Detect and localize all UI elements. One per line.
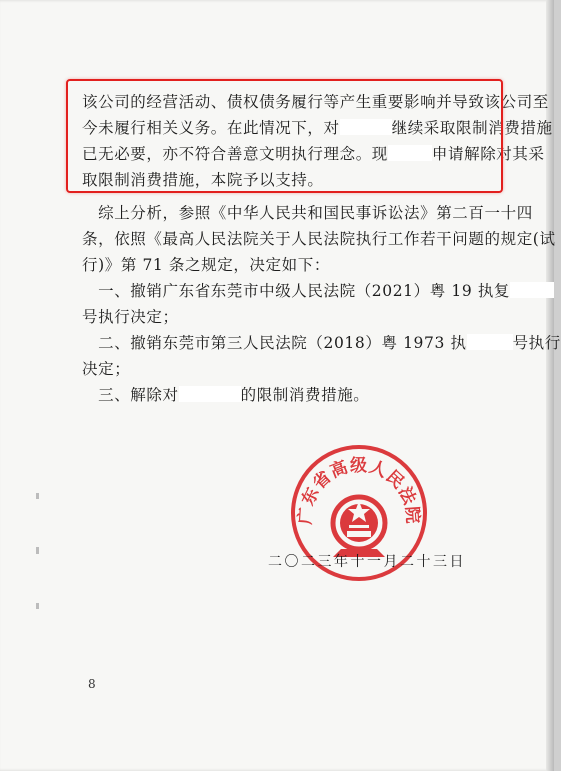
page-edge-shadow <box>546 0 554 771</box>
body-line-9: 号执行决定； <box>82 308 179 326</box>
seal-text: 广东省高级人民法院 <box>295 456 423 526</box>
scan-mark <box>36 547 39 554</box>
body-line-4: 取限制消费措施，本院予以支持。 <box>82 171 324 189</box>
page-number: 8 <box>88 677 96 691</box>
body-line-5: 综上分析，参照《中华人民共和国民事诉讼法》第二百一十四 <box>82 204 533 222</box>
national-emblem-icon <box>333 497 385 557</box>
body-line-12: 三、解除对 的限制消费措施。 <box>82 386 370 404</box>
body-line-6: 条，依照《最高人民法院关于人民法院执行工作若干问题的规定(试 <box>82 230 556 248</box>
body-line-1: 该公司的经营活动、债权债务履行等产生重要影响并导致该公司至 <box>82 93 549 111</box>
decision-date: 二〇二三年十一月二十三日 <box>268 554 466 570</box>
scan-mark <box>36 493 39 499</box>
body-line-10: 二、撤销东莞市第三人民法院（2018）粤 1973 执 号执行 <box>82 334 561 352</box>
body-line-2: 今未履行相关义务。在此情况下，对 继续采取限制消费措施 <box>82 119 553 137</box>
redaction-block <box>467 334 513 350</box>
redaction-block <box>179 386 241 402</box>
highlight-box <box>66 79 553 193</box>
body-line-11: 决定； <box>82 360 131 378</box>
body-line-7: 行)》第 71 条之规定，决定如下： <box>82 256 330 274</box>
redaction-block <box>510 282 554 298</box>
scan-mark <box>36 603 39 609</box>
body-line-8: 一、撤销广东省东莞市中级人民法院（2021）粤 19 执复 <box>82 281 502 301</box>
body-line-3: 已无必要，亦不符合善意文明执行理念。现 申请解除对其采 <box>82 145 545 163</box>
